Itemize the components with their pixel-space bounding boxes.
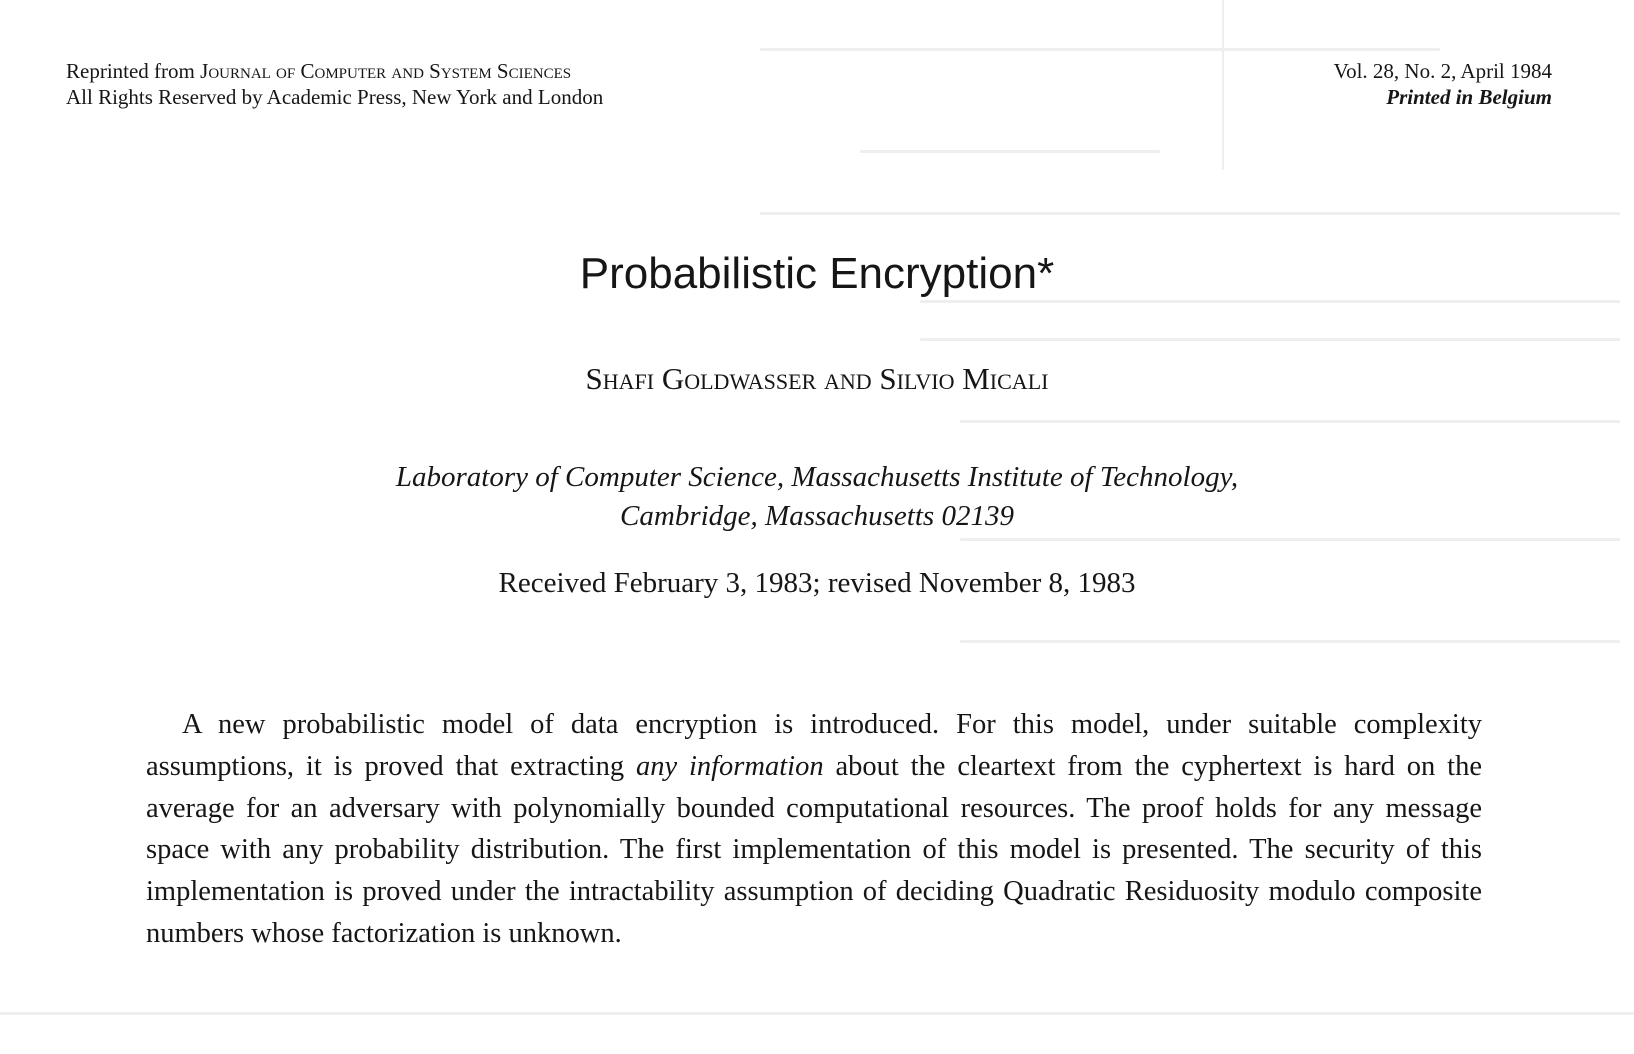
reprint-line <box>66 58 603 84</box>
abstract-emphasis: any information <box>635 750 824 782</box>
rights-line: All Rights Reserved by Academic Press, New York and London <box>66 85 604 109</box>
abstract-text-1: A new probabilistic model of data encryption is introduced. For this model, under suitable complexity assumptions, it is proved that extracting <box>146 709 1482 782</box>
authors: Shafi Goldwasser and Silvio Micali <box>585 361 1049 396</box>
abstract <box>146 704 1482 955</box>
reprint-notice <box>66 58 603 110</box>
reprint-prefix: Reprinted from <box>66 59 201 83</box>
volume-line: Vol. 28, No. 2, April 1984 <box>1333 59 1552 83</box>
printed-location: Printed in Belgium <box>1386 85 1552 109</box>
affiliation <box>0 458 1634 536</box>
abstract-text-2: about the cleartext from the cyphertext is hard on the average for an adversary with polynomially bounded computational resources. The proof holds for any message space with any probability distribution. The first implementation of this model is presented. The security of this implementation is proved under the intractability assumption of deciding Quadratic Residuosity modulo composite numbers whose factorization is unknown. <box>146 750 1482 949</box>
affiliation-line-2: Cambridge, Massachusetts 02139 <box>620 500 1014 532</box>
journal-name: Journal of Computer and System Sciences <box>200 59 572 83</box>
volume-info <box>1334 58 1552 110</box>
received-dates: Received February 3, 1983; revised November 8, 1983 <box>498 567 1136 599</box>
affiliation-line-1: Laboratory of Computer Science, Massachusetts Institute of Technology, <box>395 461 1239 493</box>
paper-title: Probabilistic Encryption* <box>579 249 1055 298</box>
